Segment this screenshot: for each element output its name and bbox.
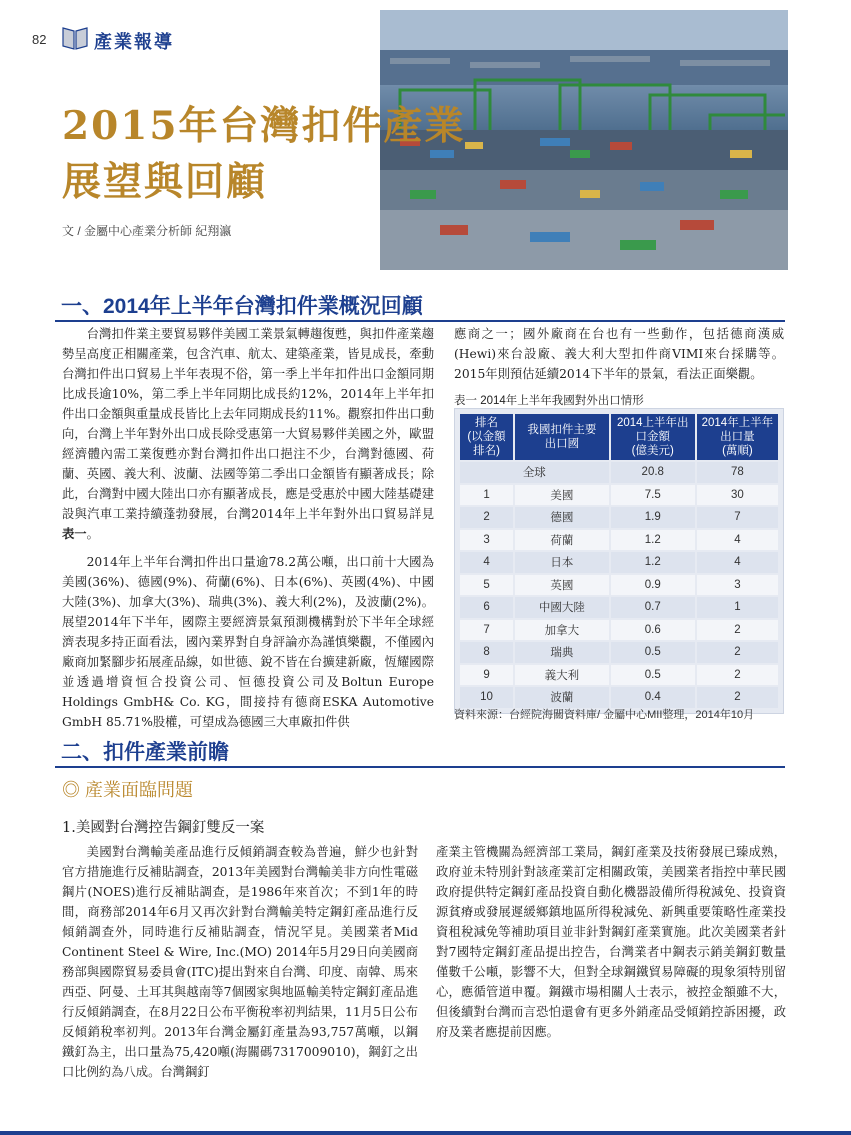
table-row [460,552,778,573]
table-row [460,530,778,551]
value-cell: 7.5 [611,485,695,506]
title-line-1: 2015年台灣扣件產業 [62,103,466,149]
header-text: 我國扣件主要 出口國 [527,424,597,450]
rank-cell: 2 [460,507,513,528]
country-cell: 英國 [515,575,609,596]
value-cell: 0.5 [611,642,695,663]
section-1-title: 一、2014年上半年台灣扣件業概況回顧 [61,295,423,318]
value-cell: 0.7 [611,597,695,618]
table-row [460,687,778,708]
table-row [460,485,778,506]
volume-cell: 3 [697,575,778,596]
open-book-icon [60,22,90,52]
paragraph: 產業主管機關為經濟部工業局，鋼釘產業及技術發展已臻成熟，政府並未特別針對該產業訂定相關政策，美國業者指控中華民國政府提供特定鋼釘產品投資自動化機器設備所得稅減免、投資資源貧瘠或發展遲緩鄉鎮地區所得稅減免、新興重要策略性產業投資租稅減免等補助項目並非針對鋼釘產業實施。此次美國業者針對7國特定鋼釘產品提出控告，台灣業者中鋼表示銷美鋼釘數量僅數千公噸，影響不大，但對全球鋼鐵貿易障礙的現象須特別留心，應循管道申覆。鋼鐵市場相關人士表示，被控金額雖不大，但後續對台灣而言恐怕還會有更多外銷產品受傾銷控訴困擾，政府及業者應提前因應。 [436,845,786,1039]
table-row [460,507,778,528]
table-1 [454,408,784,714]
paragraph [62,324,434,544]
rank-cell: 3 [460,530,513,551]
subsection-title: ◎ 產業面臨問題 [62,780,194,800]
paragraph-text: 。 [86,527,99,541]
table-row-total [460,462,778,483]
header-rank [460,414,513,460]
country-cell: 加拿大 [515,620,609,641]
rank-cell: 5 [460,575,513,596]
country-cell: 日本 [515,552,609,573]
country-cell: 波蘭 [515,687,609,708]
paragraph: 美國對台灣輸美產品進行反傾銷調查較為普遍，鮮少也針對官方措施進行反補貼調查，2013年美國對台灣輸美非方向性電磁鋼片(NOES)進行反補貼調查，是1986年來首次；不到1年的時間，商務部2014年6月又再次針對台灣輸美特定鋼釘產品進行反傾銷調查外，同時進行反補貼調查，情況罕見。美國業者Mid Continent Steel & Wire, Inc.(MO) 2014年5月29日向美國商務部與國際貿易委員會(ITC)提出對來自台灣、印度、南韓、馬來西亞、阿曼、土耳其與越南等7個國家與地區輸美特定鋼釘產品進行反傾銷調查，在8月22日公布平衡稅率初判結果，11月5日公布反傾銷稅率初判。2013年台灣金屬釘產量為93,757萬噸，以鋼鐵釘為主，出口量為75,420噸(海關碼7317009010)，鋼釘之出口比例約為八成。台灣鋼釘 [62,845,418,1079]
section-badge [60,18,200,62]
volume-cell: 4 [697,552,778,573]
table-header-row [460,414,778,460]
page-number: 82 [32,32,47,47]
total-volume: 78 [697,462,778,483]
volume-cell: 2 [697,620,778,641]
table-row [460,642,778,663]
rank-cell: 6 [460,597,513,618]
volume-cell: 2 [697,687,778,708]
paragraph-text: 台灣扣件業主要貿易夥伴美國工業景氣轉趨復甦，與扣件產業趨勢呈高度正相關產業，包含汽車、航太、建築產業，皆見成長，牽動台灣扣件出口貿易上半年表現不俗，第一季上半年扣件出口金額同期比成長逾10%，第二季上半年同期比成長約12%，2014年上半年扣件出口金額與重量成長皆比上去年同期成長約11%。觀察扣件出口動向，台灣上半年對外出口成長除受惠第一大貿易夥伴美國之外，歐盟經濟體內需工業復甦亦對台灣扣件出口挹注不少，台灣對德國、荷蘭、英國、義大利、波蘭、法國等第二季出口金額皆有顯著成長；除此，台灣對中國大陸出口亦有顯著成長，應是受惠於中國大陸基礎建設與汽車工業持續蓬勃發展，台灣2014年上半年對外出口貿易詳見 [62,327,434,521]
section-2-right-column [436,842,786,1050]
paragraph: 應商之一；國外廠商在台也有一些動作，包括德商漢威(Hewi)來台設廠、義大利大型扣件商VIMI來台採購等。2015年則預估延續2014下半年的景氣，看法正面樂觀。 [454,327,784,381]
rank-cell: 10 [460,687,513,708]
table-row [460,665,778,686]
volume-cell: 30 [697,485,778,506]
section-1-left-column [62,324,434,740]
paragraph: 2014年上半年台灣扣件出口量逾78.2萬公噸，出口前十大國為美國(36%)、德國(9%)、荷蘭(6%)、日本(6%)、英國(4%)、中國大陸(3%)、加拿大(3%)、瑞典(3%)、義大利(2%)，及波蘭(2%)。展望2014年下半年，國際主要經濟景氣預測機構對於下半年全球經濟表現多持正面看法，國內業界對自身評論亦為謹慎樂觀，不僅國內廠商加緊腳步拓展產品線，如世德、銳不皆在台擴建新廠，恆耀國際並透過增資恒合投資公司、恒德投資公司及Boltun Europe Holdings GmbH& Co. KG，間接持有德商ESKA Automotive GmbH 85.71%股權，可望成為德國三大車廠扣件供 [62,555,434,729]
rank-cell: 7 [460,620,513,641]
section-2-title: 二、扣件產業前瞻 [61,741,229,764]
section-2-left-column [62,842,418,1090]
badge-label: 產業報導 [94,32,174,53]
table-row [460,597,778,618]
header-value [611,414,695,460]
export-table [458,412,780,710]
header-country [515,414,609,460]
volume-cell: 2 [697,642,778,663]
value-cell: 0.4 [611,687,695,708]
rank-cell: 4 [460,552,513,573]
country-cell: 中國大陸 [515,597,609,618]
volume-cell: 1 [697,597,778,618]
country-cell: 瑞典 [515,642,609,663]
title-line-2: 展望與回顧 [62,159,268,205]
page-bottom-rule [0,1131,851,1135]
byline: 文 / 金屬中心產業分析師 紀翔瀛 [62,224,232,238]
country-cell: 德國 [515,507,609,528]
section-2-header [55,736,785,768]
country-cell: 荷蘭 [515,530,609,551]
country-cell: 美國 [515,485,609,506]
value-cell: 1.9 [611,507,695,528]
table-1-caption: 表一 2014年上半年我國對外出口情形 [454,395,644,407]
subsubsection-title: 1.美國對台灣控告鋼釘雙反一案 [62,820,265,836]
country-cell: 義大利 [515,665,609,686]
header-text: 排名 (以金額 排名) [467,417,506,457]
table-row [460,620,778,641]
rank-cell: 1 [460,485,513,506]
value-cell: 0.5 [611,665,695,686]
rank-cell: 8 [460,642,513,663]
table-reference: 表一 [62,526,87,541]
table-row [460,575,778,596]
header-text: 2014年上半年 出口量 (萬順) [701,417,774,457]
value-cell: 0.9 [611,575,695,596]
rank-cell: 9 [460,665,513,686]
value-cell: 1.2 [611,530,695,551]
volume-cell: 4 [697,530,778,551]
volume-cell: 7 [697,507,778,528]
total-value: 20.8 [611,462,695,483]
section-1-header [55,290,785,322]
volume-cell: 2 [697,665,778,686]
header-volume [697,414,778,460]
total-label: 全球 [460,462,609,483]
section-1-right-column [454,324,784,392]
table-source-note: 資料來源：台經院海關資料庫/ 金屬中心MII整理，2014年10月 [454,709,755,721]
article-title [62,98,466,210]
header-text: 2014上半年出 口金額 (億美元) [616,417,689,457]
value-cell: 1.2 [611,552,695,573]
value-cell: 0.6 [611,620,695,641]
